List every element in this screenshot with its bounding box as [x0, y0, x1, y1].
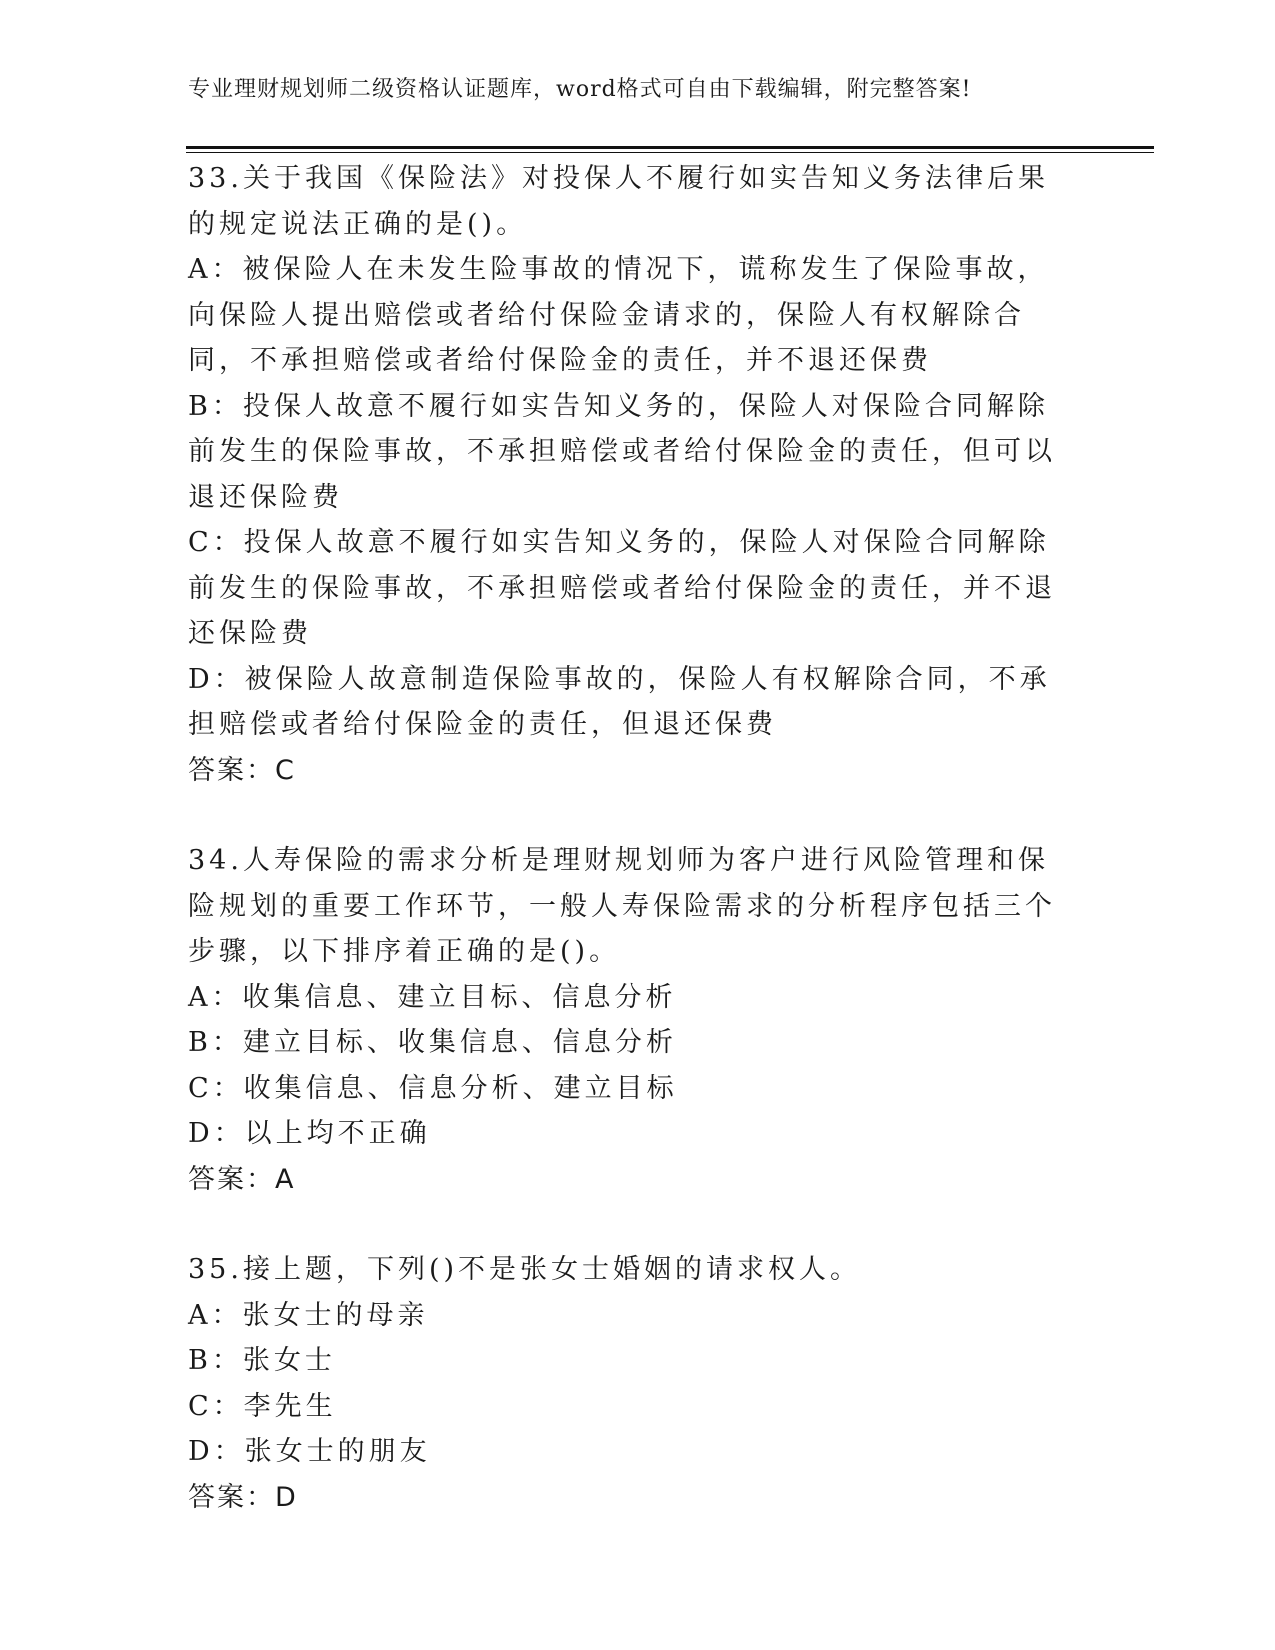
question-stem: 34.人寿保险的需求分析是理财规划师为客户进行风险管理和保险规划的重要工作环节，一般人寿保险需求的分析程序包括三个步骤，以下排序着正确的是()。	[188, 845, 1056, 967]
header-rule-thin	[186, 152, 1154, 153]
option-b: B：投保人故意不履行如实告知义务的，保险人对保险合同解除前发生的保险事故，不承担赔偿或者给付保险金的责任，但可以退还保险费	[188, 390, 1056, 513]
question-stem: 33.关于我国《保险法》对投保人不履行如实告知义务法律后果的规定说法正确的是()。	[188, 163, 1049, 240]
option-c: C：投保人故意不履行如实告知义务的，保险人对保险合同解除前发生的保险事故，不承担赔偿或者给付保险金的责任，并不退还保险费	[188, 527, 1056, 649]
option-c: C：李先生	[188, 1390, 337, 1422]
answer-label: 答案：A	[188, 1163, 296, 1195]
question-list	[188, 156, 1078, 1520]
answer-label: 答案：C	[188, 754, 296, 786]
option-a: A：收集信息、建立目标、信息分析	[188, 981, 677, 1013]
page-header: 专业理财规划师二级资格认证题库，word格式可自由下载编辑，附完整答案!	[188, 77, 972, 102]
option-d: D：张女士的朋友	[188, 1436, 431, 1467]
option-a: A：张女士的母亲	[188, 1299, 429, 1331]
answer-label: 答案：D	[188, 1481, 298, 1513]
question-33	[188, 156, 1078, 793]
option-d: D：被保险人故意制造保险事故的，保险人有权解除合同，不承担赔偿或者给付保险金的责任，但退还保费	[188, 663, 1051, 740]
question-stem: 35.接上题，下列()不是张女士婚姻的请求权人。	[188, 1254, 862, 1285]
header-rule-thick	[186, 146, 1154, 149]
option-c: C：收集信息、信息分析、建立目标	[188, 1072, 678, 1104]
option-b: B：建立目标、收集信息、信息分析	[188, 1027, 677, 1058]
option-a: A：被保险人在未发生险事故的情况下，谎称发生了保险事故，向保险人提出赔偿或者给付保险金请求的，保险人有权解除合同，不承担赔偿或者给付保险金的责任，并不退还保费	[188, 254, 1049, 376]
question-34	[188, 838, 1078, 1202]
option-b: B：张女士	[188, 1345, 336, 1376]
option-d: D：以上均不正确	[188, 1118, 431, 1149]
question-35	[188, 1247, 1078, 1520]
